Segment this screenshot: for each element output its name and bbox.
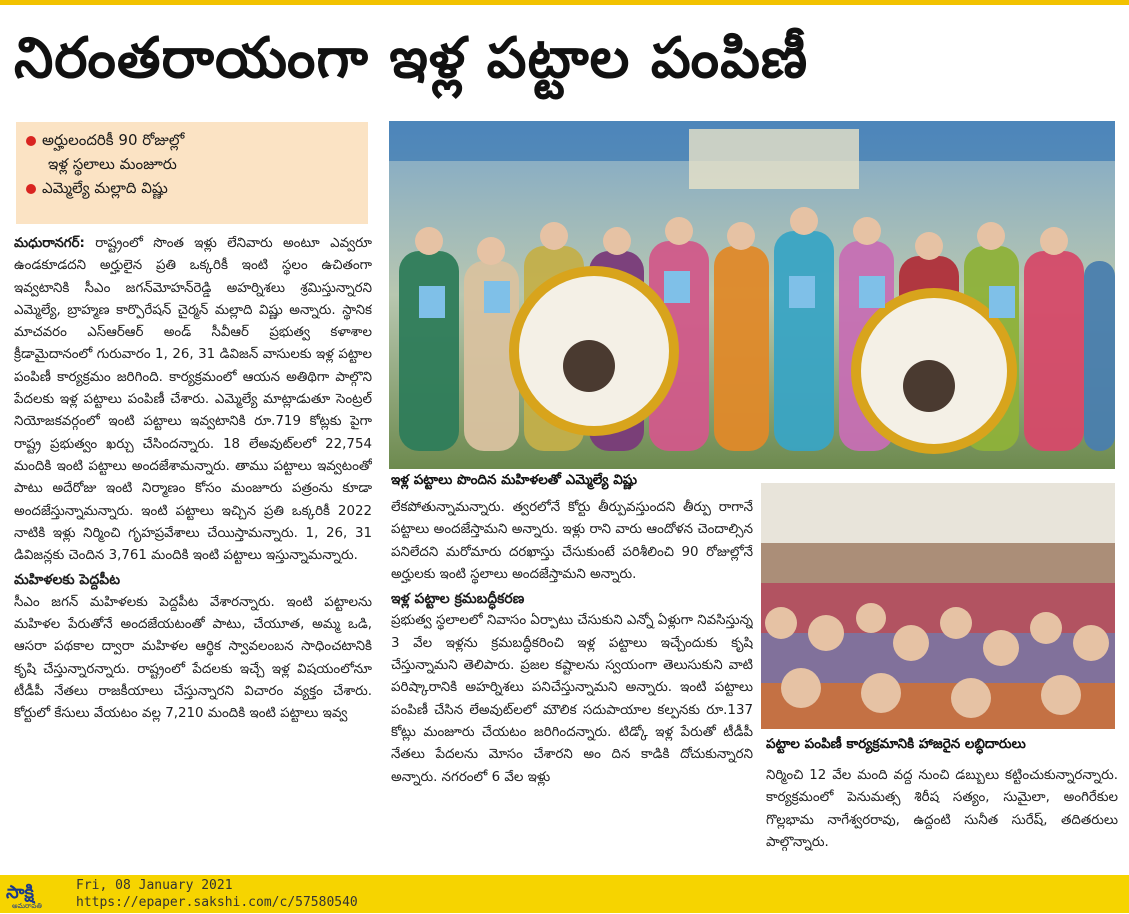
bullet-icon [26,136,36,146]
svg-text:సాక్షి: సాక్షి [6,882,34,903]
article-column-3 [766,765,1118,875]
footer-bar [0,875,1129,913]
highlights-box [16,122,368,224]
svg-text:అమరావతి: అమరావతి [12,902,42,910]
highlight-item: ఎమ్మెల్యే మల్లాది విష్ణు [26,176,358,200]
highlight-item-continuation: ఇళ్ల స్థలాలు మంజూరు [48,155,177,173]
photo-beneficiaries-crowd [761,483,1115,729]
edition-date: Fri, 08 January 2021 [76,878,233,893]
article-paragraph: నిర్మించి 12 వేల మంది వద్ద నుంచి డబ్బులు కట్టించుకున్నారన్నారు. కార్యక్రమంలో పెనుమత్స శిరీష సత్యం, సుమైలా, అంగిరేకుల గొల్లభామ నాగేశ్వరరావు, ఉద్దంటి సునీత సురేష్, తదితరులు పాల్గొన్నారు. [766,768,1118,850]
article-paragraph: సీఎం జగన్ మహిళలకు పెద్దపీట వేశారన్నారు. ఇంటి పట్టాలను మహిళల పేరుతోనే అందజేయటంతో పాటు, చేయూత, అమ్మ ఒడి, ఆసరా పథకాల ద్వారా మహిళల ఆర్థిక స్వావలంబన సాధించటానికి కృషి చేస్తున్నారన్నారు. రాష్ట్రంలో పేదలకు ఇచ్చే ఇళ్ల విషయంలోనూ టీడీపీ నేతలు రాజకీయాలు చేస్తున్నారని విచారం వ్యక్తం చేశారు. కోర్టులో కేసులు వేయటం వల్ల 7,210 మందికి ఇంటి పట్టాలు ఇవ్వ [14,594,372,722]
article-paragraph: లేకపోతున్నామన్నారు. త్వరలోనే కోర్టు తీర్పువస్తుందని తీర్పు రాగానే పట్టాలు అందజేస్తామని అన్నారు. ఇళ్లు రాని వారు ఆందోళన చెందాల్సిన పనిలేదని మరోమారు దరఖాస్తు చేసుకుంటే పరిశీలించి 90 రోజుల్లోనే అర్హులకు ఇంటి స్థలాలు అందజేస్తామని అన్నారు. [391,500,753,582]
photo-caption-2: పట్టాల పంపిణీ కార్యక్రమానికి హాజరైన లబ్ధిదారులు [766,736,1026,752]
article-column-1 [14,233,372,875]
photo-women-with-mla [389,121,1115,469]
photo-caption-1: ఇళ్ల పట్టాలు పొందిన మహిళలతో ఎమ్మెల్యే విష్ణు [391,472,638,488]
sakshi-logo [4,878,66,910]
footer-meta [76,877,358,911]
article-paragraph: మధురానగర్: రాష్ట్రంలో సొంత ఇళ్లు లేనివారు అంటూ ఎవ్వరూ ఉండకూడదని అర్హులైన ప్రతి ఒక్కరికీ ఇంటి స్థలం ఉచితంగా ఇవ్వటానికి సీఎం జగన్‌మోహన్‌రెడ్డి అహర్నిశలు శ్రమిస్తున్నారని ఎమ్మెల్యే, బ్రాహ్మణ కార్పొరేషన్ చైర్మన్ మల్లాది విష్ణు అన్నారు. స్థానిక మాచవరం ఎస్ఆర్ఆర్ అండ్ సీవీఆర్ ప్రభుత్వ కళాశాల క్రీడామైదానంలో గురువారం 1, 26, 31 డివిజన్ వాసులకు ఇళ్ల పట్టాల పంపిణీ కార్యక్రమం జరిగింది. కార్యక్రమంలో ఆయన అతిథిగా పాల్గొని పేదలకు ఇళ్ల పట్టాలు పంపిణీ చేశారు. ఎమ్మెల్యే మాట్లాడుతూ సెంట్రల్ నియోజకవర్గంలో ఇంటి పట్టాలు ఇవ్వటానికి రూ.719 కోట్లకు పైగా రాష్ట్ర ప్రభుత్వం ఖర్చు చేసిందన్నారు. 18 లేఅవుట్‌లలో 22,754 మందికి ఇంటి పట్టాలు అందజేశామన్నారు. తాము పట్టాలు ఇవ్వటంతో పాటు అదేరోజు ఇంటి నిర్మాణం కోసం మంజూరు పత్రంను కూడా అందజేస్తున్నామన్నారు. ఇంటి పట్టాలు ఇచ్చిన ప్రతి ఒక్కరికీ 2022 నాటికి ఇళ్లు నిర్మించి గృహప్రవేశాలు చేయిస్తామన్నారు. 1, 26, 31 డివిజన్లకు చెందిన 3,761 మందికి ఇంటి పట్టాలు ఇస్తున్నామన్నారు. [14,236,372,564]
subheading: ఇళ్ల పట్టాల క్రమబద్ధీకరణ [391,591,525,608]
bullet-icon [26,184,36,194]
article-paragraph: ప్రభుత్వ స్థలాలలో నివాసం ఏర్పాటు చేసుకుని ఎన్నో ఏళ్లుగా నివసిస్తున్న 3 వేల ఇళ్లను క్రమబద్ధీకరించి ఇళ్ల పట్టాలు ఇచ్చేందుకు కృషి చేస్తున్నామని తెలిపారు. ప్రజల కష్టాలను స్వయంగా తెలుసుకుని వాటి పరిష్కారానికి అహర్నిశలు పనిచేస్తున్నామని అన్నారు. ఇంటి పట్టాలు పంపిణీ చేసిన లేఅవుట్‌లలో మౌలిక సదుపాయాల కల్పనకు రూ.137 కోట్లు మంజూరు చేయటం జరిగిందన్నారు. టిడ్కో ఇళ్ల పేరుతో టీడీపీ నేతలు పేదలను మోసం చేశారని అం దిన కాడికి దోచుకున్నారని అన్నారు. నగరంలో 6 వేల ఇళ్లు [391,613,753,785]
article-column-2 [391,497,753,875]
dateline: మధురానగర్: [14,236,85,251]
top-accent-bar [0,0,1129,5]
headline: నిరంతరాయంగా ఇళ్ల పట్టాల పంపిణీ [14,26,809,91]
subheading: మహిళలకు పెద్దపీట [14,572,121,589]
highlight-item: అర్హులందరికీ 90 రోజుల్లో [26,128,358,152]
edition-url[interactable]: https://epaper.sakshi.com/c/57580540 [76,895,358,910]
